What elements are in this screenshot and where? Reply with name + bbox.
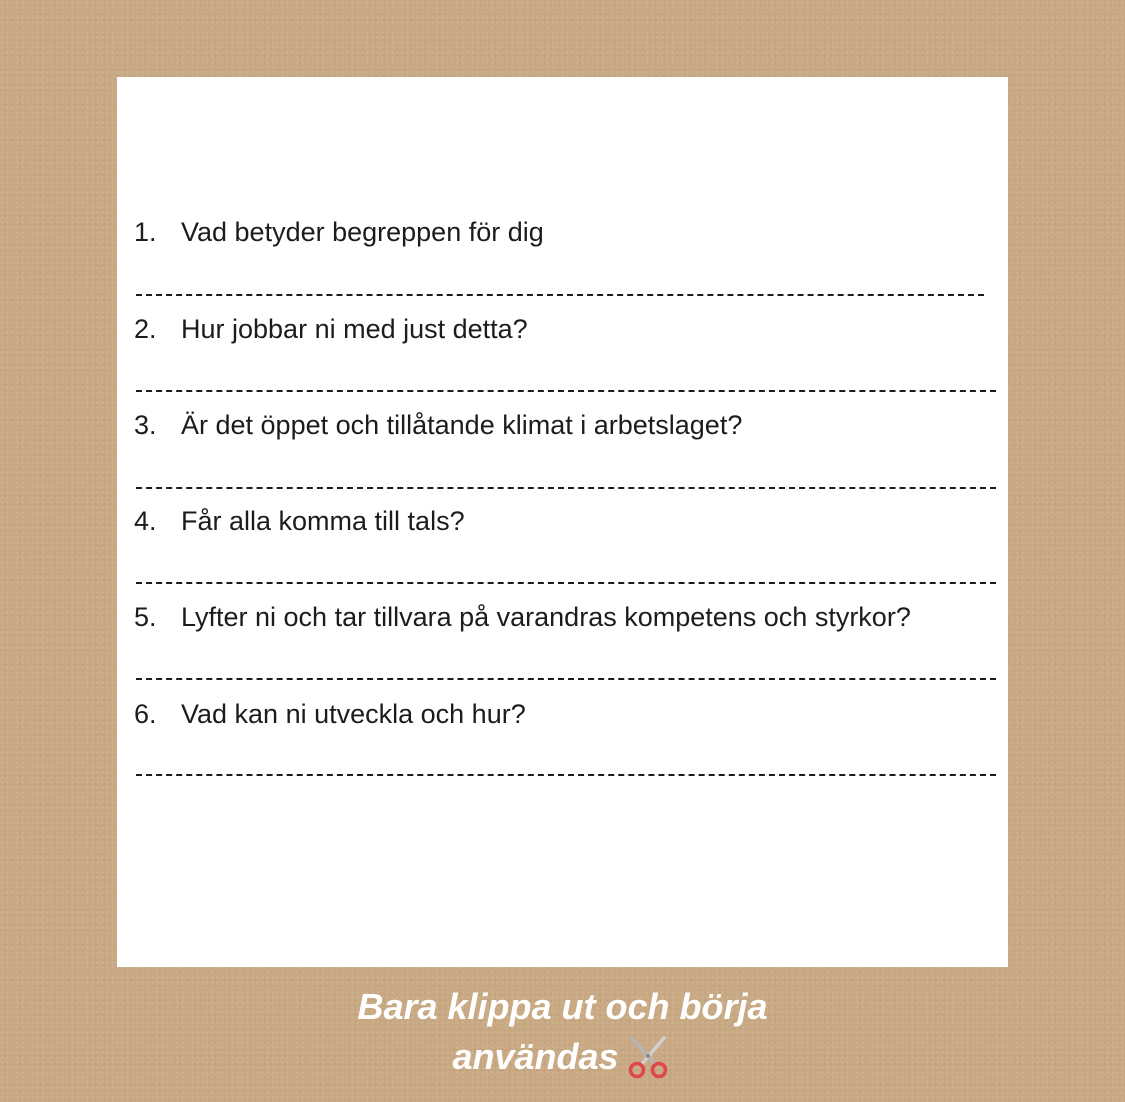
answer-line-1	[136, 294, 984, 296]
question-1	[134, 215, 544, 249]
question-text: Får alla komma till tals?	[181, 506, 465, 536]
question-number: 3.	[134, 410, 157, 440]
question-text: Lyfter ni och tar tillvara på varandras kompetens och styrkor?	[181, 602, 911, 632]
question-number: 5.	[134, 602, 157, 632]
scissors-icon	[623, 1034, 673, 1080]
question-4	[134, 504, 465, 538]
question-text: Vad kan ni utveckla och hur?	[181, 699, 526, 729]
caption-line-1: Bara klippa ut och börja	[357, 986, 768, 1027]
answer-line-5	[136, 678, 996, 680]
question-3	[134, 408, 742, 442]
question-6	[134, 697, 526, 731]
question-2	[134, 312, 528, 346]
question-5	[134, 600, 911, 634]
question-text: Vad betyder begreppen för dig	[181, 217, 544, 247]
question-number: 1.	[134, 217, 157, 247]
question-number: 6.	[134, 699, 157, 729]
answer-line-6	[136, 774, 996, 776]
caption-text: användas	[452, 1036, 619, 1077]
question-text: Är det öppet och tillåtande klimat i arbetslaget?	[181, 410, 743, 440]
answer-line-4	[136, 582, 996, 584]
question-number: 2.	[134, 314, 157, 344]
question-number: 4.	[134, 506, 157, 536]
answer-line-3	[136, 487, 996, 489]
question-sheet	[117, 77, 1008, 967]
caption-line-2	[0, 1034, 1125, 1080]
question-text: Hur jobbar ni med just detta?	[181, 314, 528, 344]
answer-line-2	[136, 390, 996, 392]
